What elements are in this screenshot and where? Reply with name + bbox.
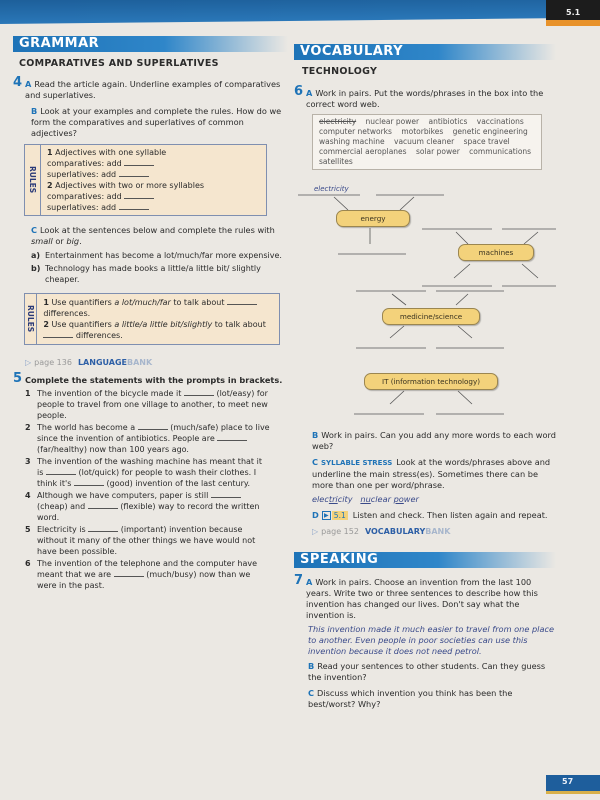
rule-text: to talk about bbox=[173, 298, 225, 307]
exercise-letter: D bbox=[312, 510, 319, 520]
word-box-item: antibiotics bbox=[428, 117, 468, 126]
connector-line bbox=[458, 326, 472, 338]
rules-content bbox=[41, 145, 210, 215]
word-box-item: computer networks bbox=[319, 127, 392, 136]
audio-play-icon[interactable]: ▶ bbox=[322, 511, 331, 520]
rule-text: differences. bbox=[43, 309, 91, 318]
bank-suffix: BANK bbox=[425, 527, 451, 536]
rule-number: 2 bbox=[43, 320, 49, 329]
word-box-item: solar power bbox=[415, 147, 460, 156]
page-number-accent bbox=[546, 791, 600, 794]
item-number: 2 bbox=[25, 423, 31, 432]
item-text-part: (far/healthy) now than 100 years ago. bbox=[37, 445, 189, 454]
rules-tag-label: RULES bbox=[28, 166, 37, 194]
connector-line bbox=[458, 391, 472, 404]
play-arrow-icon: ▷ bbox=[312, 527, 319, 536]
item-text-part: (much/safe) place to live since the invention of antibiotics. People are bbox=[37, 423, 270, 443]
speaking-section-header: SPEAKING bbox=[294, 552, 556, 568]
exercise-7-example: This invention made it much easier to travel from one place to another. Even people in poor societies can use this invention because it does not need petrol. bbox=[308, 624, 555, 656]
exercise-4c bbox=[31, 225, 288, 247]
exercise-4b-text: Look at your examples and complete the rules. How do we form the comparatives and superlatives of common adjectives? bbox=[31, 106, 282, 138]
answer-blank[interactable] bbox=[74, 478, 104, 486]
exercise-letter: A bbox=[306, 577, 313, 587]
exercise-7a bbox=[294, 575, 556, 621]
item-text-part: Although we have computers, paper is still bbox=[37, 491, 209, 500]
unit-tab-accent bbox=[546, 20, 600, 26]
sentence-label: a) bbox=[31, 251, 41, 260]
syllable: wer bbox=[403, 494, 419, 504]
web-example-answer: electricity bbox=[314, 185, 349, 193]
exercise-letter: C bbox=[308, 688, 315, 698]
answer-blank[interactable] bbox=[184, 388, 214, 396]
rules-tag bbox=[25, 145, 41, 215]
sentence-text: Technology has made books a little/a little bit/ slightly cheaper. bbox=[45, 264, 261, 284]
connector-line bbox=[522, 264, 538, 278]
stressed-syllable: po bbox=[393, 494, 404, 504]
keyword-small: small bbox=[31, 236, 53, 246]
grammar-subtitle: COMPARATIVES AND SUPERLATIVES bbox=[19, 58, 219, 69]
rule-line: comparatives: add bbox=[47, 159, 122, 168]
sentence-b bbox=[31, 263, 288, 285]
bank-page: page 152 bbox=[321, 527, 359, 536]
exercise-5-item bbox=[25, 388, 270, 421]
answer-blank[interactable] bbox=[217, 433, 247, 441]
web-node-it: IT (information technology) bbox=[364, 373, 498, 390]
word-box-item: communications satellites bbox=[319, 147, 532, 166]
word-box-item: vacuum cleaner bbox=[394, 137, 455, 146]
rule-number: 2 bbox=[47, 181, 53, 190]
web-node-machines: machines bbox=[458, 244, 534, 261]
top-color-band bbox=[0, 0, 600, 24]
connector-line bbox=[454, 264, 470, 278]
exercise-letter: A bbox=[306, 88, 313, 98]
page-number-tab bbox=[546, 775, 600, 791]
item-text-part: (important) invention because without it many of the other things we have would not have been possible. bbox=[37, 525, 256, 556]
bank-suffix: BANK bbox=[126, 358, 153, 367]
exercise-7b bbox=[308, 661, 556, 683]
exercise-letter: A bbox=[25, 79, 32, 89]
stressed-syllable: nu bbox=[360, 494, 371, 504]
connector-line bbox=[334, 197, 348, 210]
bank-name: LANGUAGE bbox=[77, 358, 127, 367]
exercise-5-item bbox=[25, 422, 270, 455]
answer-blank[interactable] bbox=[88, 524, 118, 532]
grammar-column bbox=[13, 36, 288, 591]
rules-box-2 bbox=[24, 293, 280, 345]
language-bank-link[interactable] bbox=[25, 358, 288, 367]
exercise-7c bbox=[308, 688, 556, 710]
item-text-part: The invention of the telephone and the computer have meant that we are bbox=[37, 559, 258, 579]
rule-text: Use quantifiers bbox=[51, 320, 112, 329]
answer-blank[interactable] bbox=[88, 501, 118, 509]
item-text bbox=[37, 490, 270, 523]
item-text bbox=[37, 456, 270, 489]
exercise-6c bbox=[312, 457, 556, 491]
rules-content bbox=[37, 294, 279, 344]
exercise-number: 5 bbox=[13, 371, 23, 386]
rule-text: differences. bbox=[75, 331, 123, 340]
rule-text: Use quantifiers bbox=[51, 298, 112, 307]
item-number: 5 bbox=[25, 525, 31, 534]
item-text bbox=[37, 524, 270, 557]
connector-line bbox=[400, 197, 414, 210]
stressed-syllable: tri bbox=[328, 494, 338, 504]
item-text-part: The world has become a bbox=[37, 423, 136, 432]
answer-blank[interactable] bbox=[211, 490, 241, 498]
exercise-4a bbox=[13, 77, 288, 101]
item-text-part: (good) invention of the last century. bbox=[106, 479, 251, 488]
syllable: clear bbox=[370, 494, 394, 504]
exercise-letter: B bbox=[308, 661, 315, 671]
word-box bbox=[312, 114, 542, 170]
item-text-part: Electricity is bbox=[37, 525, 86, 534]
answer-blank[interactable] bbox=[124, 158, 154, 166]
sentence-label: b) bbox=[31, 264, 41, 273]
exercise-6a bbox=[294, 86, 556, 110]
page-number: 57 bbox=[562, 777, 574, 786]
word-box-item: space travel bbox=[463, 137, 510, 146]
rules-box-1 bbox=[24, 144, 267, 216]
answer-blank[interactable] bbox=[46, 467, 76, 475]
item-number: 3 bbox=[25, 457, 31, 466]
connector-line bbox=[390, 391, 404, 404]
item-text bbox=[37, 422, 270, 455]
sentence-text: Entertainment has become a lot/much/far more expensive. bbox=[45, 251, 282, 260]
stress-example-1 bbox=[312, 494, 353, 504]
rule-number: 1 bbox=[47, 148, 53, 157]
connector-text: or bbox=[55, 236, 64, 246]
exercise-letter: B bbox=[312, 430, 319, 440]
word-web bbox=[294, 176, 556, 426]
exercise-number: 6 bbox=[294, 84, 304, 99]
item-number: 6 bbox=[25, 559, 31, 568]
exercise-6d bbox=[312, 510, 556, 521]
exercise-6c-text: Look at the words/phrases above and underline the main stress(es). Sometimes there can be more than one per word/phrase. bbox=[312, 457, 551, 490]
bank-name: VOCABULARY bbox=[364, 527, 426, 536]
connector-line bbox=[392, 294, 406, 305]
exercise-5-item bbox=[25, 490, 270, 523]
rule-heading: Adjectives with two or more syllables bbox=[55, 181, 205, 190]
rule-text: to talk about bbox=[214, 320, 266, 329]
exercise-5-item bbox=[25, 558, 270, 591]
rule-heading: Adjectives with one syllable bbox=[55, 148, 167, 157]
item-number: 1 bbox=[25, 389, 31, 398]
exercise-5-list bbox=[25, 388, 270, 591]
exercise-4a-text: Read the article again. Underline examples of comparatives and superlatives. bbox=[25, 79, 281, 100]
exercise-6d-text: Listen and check. Then listen again and repeat. bbox=[352, 510, 548, 520]
web-node-medicine-science: medicine/science bbox=[382, 308, 480, 325]
exercise-letter: C bbox=[31, 225, 38, 235]
vocabulary-section-header: VOCABULARY bbox=[294, 44, 556, 60]
item-text-part: (lot/easy) for people to travel from one village to another, to meet new people. bbox=[37, 389, 268, 420]
item-text-part: The invention of the bicycle made it bbox=[37, 389, 182, 398]
answer-blank[interactable] bbox=[43, 330, 73, 338]
syllable: city bbox=[337, 494, 353, 504]
item-text-part: (lot/quick) for people to wash their clothes. I think it's bbox=[37, 468, 257, 488]
connector-line bbox=[456, 294, 468, 305]
exercise-5 bbox=[13, 373, 288, 386]
rules-tag-label: RULES bbox=[26, 305, 36, 333]
bank-page: page 136 bbox=[34, 358, 72, 367]
word-box-item: vaccinations bbox=[476, 117, 524, 126]
vocabulary-bank-link[interactable] bbox=[312, 527, 556, 536]
item-text bbox=[37, 558, 270, 591]
answer-blank[interactable] bbox=[119, 169, 149, 177]
rule-line: superlatives: add bbox=[47, 170, 117, 179]
rule-line: superlatives: add bbox=[47, 203, 117, 212]
answer-blank[interactable] bbox=[124, 191, 154, 199]
exercise-letter: B bbox=[31, 106, 38, 116]
web-node-energy: energy bbox=[336, 210, 410, 227]
answer-blank[interactable] bbox=[119, 202, 149, 210]
item-text-part: (flexible) way to record the written word. bbox=[37, 502, 260, 522]
word-box-item: genetic engineering bbox=[452, 127, 528, 136]
item-number: 4 bbox=[25, 491, 31, 500]
word-box-item: commercial aeroplanes bbox=[319, 147, 407, 156]
exercise-number: 4 bbox=[13, 75, 23, 90]
vocabulary-column bbox=[294, 44, 556, 710]
rule-line: comparatives: add bbox=[47, 192, 122, 201]
unit-tab bbox=[546, 0, 600, 26]
exercise-4c-text: Look at the sentences below and complete the rules with bbox=[40, 225, 275, 235]
connector-line bbox=[390, 326, 404, 338]
word-box-item: washing machine bbox=[319, 137, 385, 146]
sentence-a bbox=[31, 250, 288, 261]
vocabulary-subtitle: TECHNOLOGY bbox=[302, 66, 378, 77]
exercise-5-item bbox=[25, 456, 270, 489]
rule-quantifier: a little/a little bit/slightly bbox=[114, 320, 213, 329]
word-box-item: motorbikes bbox=[401, 127, 444, 136]
play-arrow-icon: ▷ bbox=[25, 358, 32, 367]
rule-quantifier: a lot/much/far bbox=[114, 298, 171, 307]
unit-label: 5.1 bbox=[566, 8, 581, 17]
stress-examples bbox=[312, 494, 556, 505]
connector-line bbox=[524, 232, 538, 244]
exercise-5-item bbox=[25, 524, 270, 557]
item-text-part: The invention of the washing machine has meant that it is bbox=[37, 457, 262, 477]
grammar-section-header: GRAMMAR bbox=[13, 36, 288, 52]
item-text-part: (cheap) and bbox=[37, 502, 86, 511]
connector-line bbox=[456, 232, 468, 244]
period: . bbox=[79, 236, 82, 246]
keyword-big: big bbox=[66, 236, 80, 246]
exercise-6a-text: Work in pairs. Put the words/phrases in the box into the correct word web. bbox=[306, 88, 544, 109]
exercise-7c-text: Discuss which invention you think has been the best/worst? Why? bbox=[308, 688, 513, 709]
word-box-item: electricity bbox=[319, 117, 357, 126]
answer-blank[interactable] bbox=[227, 297, 257, 305]
exercise-6b-text: Work in pairs. Can you add any more words to each word web? bbox=[312, 430, 556, 451]
stress-example-2 bbox=[360, 494, 419, 504]
exercise-letter: C bbox=[312, 457, 319, 467]
syllable: elec bbox=[312, 494, 329, 504]
audio-track-badge[interactable]: 5.1 bbox=[333, 511, 346, 520]
exercise-7b-text: Read your sentences to other students. Can they guess the invention? bbox=[308, 661, 546, 682]
exercise-6b bbox=[312, 430, 556, 452]
rule-number: 1 bbox=[43, 298, 49, 307]
answer-blank[interactable] bbox=[114, 569, 144, 577]
item-text-part: (much/busy) now than we were in the past. bbox=[37, 570, 251, 590]
exercise-4b bbox=[31, 106, 288, 139]
exercise-5-instruction: Complete the statements with the prompts in brackets. bbox=[25, 375, 283, 385]
exercise-7a-text: Work in pairs. Choose an invention from the last 100 years. Write two or three sentences to describe how this invention has changed our lives. Don't say what the invention is. bbox=[306, 577, 538, 620]
syllable-stress-label: SYLLABLE STRESS bbox=[321, 459, 393, 467]
word-box-item: nuclear power bbox=[365, 117, 420, 126]
rules-tag bbox=[25, 294, 37, 344]
exercise-number: 7 bbox=[294, 573, 304, 588]
item-text bbox=[37, 388, 270, 421]
answer-blank[interactable] bbox=[138, 422, 168, 430]
